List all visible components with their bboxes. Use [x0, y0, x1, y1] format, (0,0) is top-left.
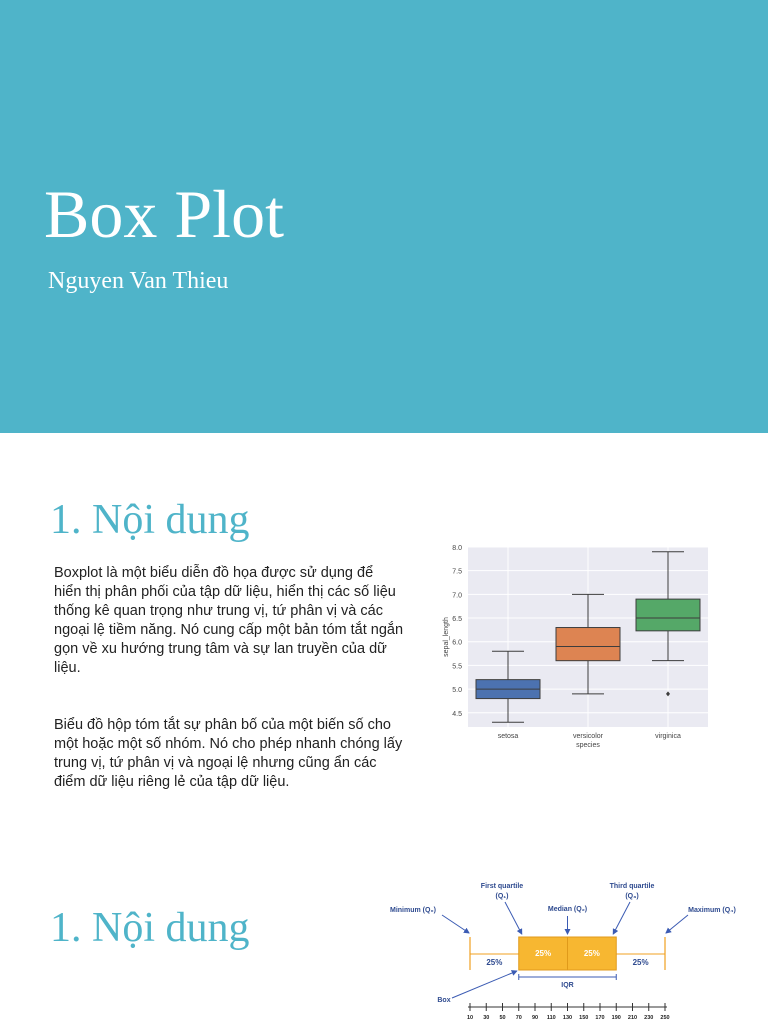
axis-tick-label: 90: [531, 1015, 539, 1021]
pct-upper-whisker: 25%: [632, 958, 649, 967]
minimum-label: Minimum (Q₀): [390, 907, 436, 914]
maximum-arrow: [666, 915, 688, 933]
y-tick-label: 6.5: [452, 616, 462, 624]
x-tick-label: virginica: [655, 733, 681, 740]
axis-tick-label: 30: [483, 1015, 490, 1021]
content-slide-1: [0, 433, 768, 817]
title-slide: [0, 0, 768, 433]
axis-tick-label: 230: [644, 1015, 654, 1021]
q1-arrow: [505, 902, 522, 934]
q1-symbol-label: (Q₁): [495, 893, 509, 900]
box-plot-anatomy-diagram: [378, 817, 768, 1024]
iqr-label: IQR: [561, 982, 574, 989]
y-tick-label: 4.5: [452, 710, 462, 718]
maximum-label: Maximum (Q₄): [688, 907, 736, 914]
slide-title: Box Plot: [44, 176, 284, 252]
y-tick-label: 7.5: [452, 568, 462, 576]
first-quartile-label: First quartile: [480, 883, 524, 890]
axis-tick-label: 10: [466, 1015, 474, 1021]
content-slide-2: [0, 817, 768, 1024]
y-axis-label: sepal_length: [443, 617, 450, 657]
axis-tick-label: 130: [562, 1015, 573, 1021]
y-tick-label: 8.0: [452, 545, 462, 552]
third-quartile-label: Third quartile: [609, 883, 655, 890]
x-tick-label: versicolor: [573, 733, 603, 740]
axis-tick-label: 210: [627, 1015, 638, 1021]
box-versicolor: [556, 628, 620, 661]
slide-subtitle: Nguyen Van Thieu: [48, 268, 229, 294]
section-heading-2: 1. Nội dung: [50, 905, 250, 951]
box-virginica: [636, 599, 700, 631]
axis-tick-label: 50: [499, 1015, 506, 1021]
axis-tick-label: 110: [546, 1015, 556, 1021]
y-tick-label: 5.0: [452, 687, 462, 695]
pct-box-left: 25%: [535, 949, 552, 958]
species-boxplot-chart: [430, 543, 720, 773]
y-tick-label: 6.0: [452, 639, 462, 647]
pct-box-right: 25%: [583, 949, 600, 958]
q3-arrow: [613, 902, 630, 934]
q3-symbol-label: (Q₃): [625, 893, 639, 900]
y-tick-label: 7.0: [452, 592, 462, 600]
paragraph-1: Boxplot là một biểu diễn đồ họa được sử dụng để hiển thị phân phối của tập dữ liệu, hiển thị các số liệu thống kê quan trọng như trung vị, tứ phân vị và các ngoại lệ tiềm năng. Nó cung cấp một bản tóm tắt ngắn gọn về xu hướng trung tâm và sự lan truyền của dữ liệu.: [54, 565, 404, 676]
section-heading: 1. Nội dung: [50, 497, 250, 543]
pct-lower-whisker: 25%: [486, 958, 503, 967]
box-arrow: [452, 971, 517, 998]
box-label: Box: [437, 997, 451, 1004]
y-tick-label: 5.5: [452, 663, 462, 671]
axis-tick-label: 70: [515, 1015, 522, 1021]
x-tick-label: setosa: [497, 733, 519, 740]
minimum-arrow: [442, 915, 469, 933]
x-axis-label: species: [576, 742, 600, 749]
axis-tick-label: 150: [579, 1015, 589, 1021]
axis-tick-label: 170: [595, 1015, 605, 1021]
axis-tick-label: 190: [611, 1015, 621, 1021]
axis-tick-label: 250: [660, 1015, 670, 1021]
paragraph-2: Biểu đồ hộp tóm tắt sự phân bố của một biến số cho một hoặc một số nhóm. Nó cho phép nhanh chóng lấy trung vị, tứ phân vị và ngoại lệ nhưng cũng ẩn các điểm dữ liệu riêng lẻ của tập dữ liệu.: [54, 717, 403, 790]
median-label: Median (Q₂): [547, 906, 588, 913]
